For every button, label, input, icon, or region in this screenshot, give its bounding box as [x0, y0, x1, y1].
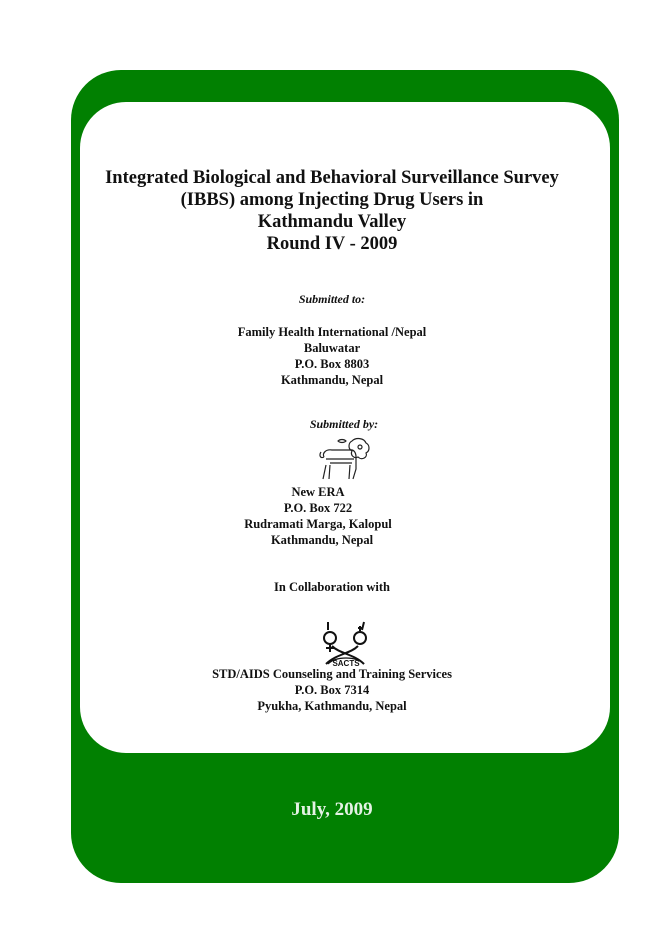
- address-line: P.O. Box 8803: [294, 357, 370, 371]
- address-line: STD/AIDS Counseling and Training Services: [212, 667, 452, 681]
- submitted-to-address: [0, 324, 664, 388]
- address-line: New ERA: [291, 485, 345, 499]
- submitted-to-label: Submitted to:: [298, 292, 366, 306]
- address-line: Rudramati Marga, Kalopul: [244, 517, 392, 531]
- address-line: P.O. Box 7314: [294, 683, 370, 697]
- collaboration-label: In Collaboration with: [274, 580, 390, 594]
- publication-date: July, 2009: [291, 799, 373, 820]
- new-era-lion-logo-icon: [316, 435, 374, 483]
- collaboration-address: [0, 666, 664, 714]
- address-line: Kathmandu, Nepal: [270, 533, 374, 547]
- address-line: Pyukha, Kathmandu, Nepal: [257, 699, 407, 713]
- svg-text:SACTS: SACTS: [332, 659, 360, 668]
- title-line: Kathmandu Valley: [257, 212, 407, 232]
- title-line: (IBBS) among Injecting Drug Users in: [180, 190, 484, 210]
- title-line: Round IV - 2009: [266, 234, 398, 254]
- sacts-logo-icon: [318, 620, 374, 670]
- address-line: Baluwatar: [303, 341, 361, 355]
- title-line: Integrated Biological and Behavioral Surveillance Survey: [105, 168, 559, 188]
- submitted-by-address: [0, 484, 650, 548]
- report-title: [0, 167, 664, 255]
- address-line: Kathmandu, Nepal: [280, 373, 384, 387]
- submitted-by-label: Submitted by:: [309, 417, 379, 431]
- address-line: P.O. Box 722: [283, 501, 353, 515]
- address-line: Family Health International /Nepal: [237, 325, 427, 339]
